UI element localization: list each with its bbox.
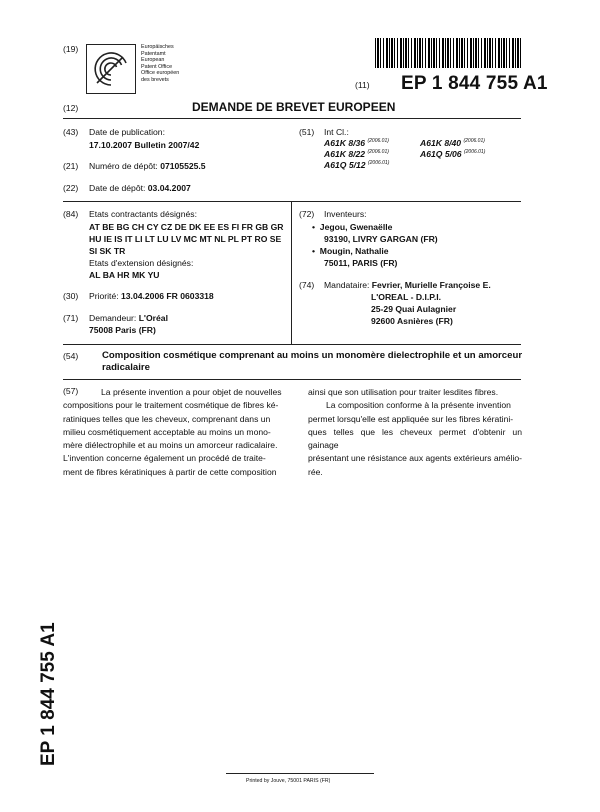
abstract-left-column	[63, 386, 290, 479]
barcode-icon	[375, 38, 521, 68]
abstract-line: permet lorsqu'elle est appliquée sur les fibres kératini-	[308, 413, 514, 424]
column-divider	[291, 201, 292, 344]
int-class-date: (2006.01)	[463, 149, 486, 156]
applicant-label: Demandeur:	[89, 313, 137, 323]
abstract-line: rée.	[308, 466, 323, 477]
publication-date-value: 17.10.2007 Bulletin 2007/42	[89, 140, 200, 150]
extension-states: AL BA HR MK YU	[89, 270, 160, 280]
int-class-date: (2006.01)	[367, 160, 390, 167]
publication-date-label: Date de publication:	[89, 127, 165, 137]
applicant	[89, 313, 168, 323]
field-number-22: (22)	[63, 183, 79, 193]
applicant-address: 75008 Paris (FR)	[89, 325, 156, 335]
extension-states-label: Etats d'extension désignés:	[89, 258, 194, 268]
int-class	[324, 149, 389, 159]
field-number-30: (30)	[63, 291, 79, 301]
inventor-address: 75011, PARIS (FR)	[324, 258, 398, 268]
abstract-line: ainsi que son utilisation pour traiter lesdites fibres.	[308, 387, 499, 397]
office-line: des brevets	[141, 76, 169, 83]
filing-date	[89, 183, 191, 193]
designated-states-line: AT BE BG CH CY CZ DE DK EE ES FI FR GB GR	[89, 222, 284, 232]
abstract-line: ratiniques telles que les cheveux, comprenant dans un	[63, 413, 271, 424]
field-number-12: (12)	[63, 103, 79, 113]
designated-states-line: SI SK TR	[89, 246, 126, 256]
abstract-line: ment de fibres kératiniques à partir de cette composition	[63, 466, 277, 477]
int-class-code: A61Q 5/12	[324, 160, 366, 170]
int-class	[420, 138, 485, 148]
field-number-51: (51)	[299, 127, 315, 137]
filing-date-label: Date de dépôt:	[89, 183, 146, 193]
filing-date-value: 03.04.2007	[147, 183, 191, 193]
designated-states-label: Etats contractants désignés:	[89, 209, 197, 219]
inventor-name-text: Jegou, Gwenaëlle	[319, 222, 393, 232]
document-title: DEMANDE DE BREVET EUROPEEN	[192, 100, 396, 114]
bullet-icon: •	[312, 246, 316, 256]
abstract-line: ques telles que les cheveux permet d'obtenir un gainage	[308, 426, 522, 451]
priority-value: 13.04.2006 FR 0603318	[121, 291, 214, 301]
int-class-date: (2006.01)	[463, 138, 485, 145]
invention-title-line: radicalaire	[102, 362, 151, 373]
side-publication-number: EP 1 844 755 A1	[38, 622, 59, 766]
int-class-code: A61K 8/36	[324, 138, 366, 148]
invention-title-line: Composition cosmétique comprenant au moins un monomère dielectrophile et un amorceur	[102, 350, 523, 361]
representative	[324, 280, 491, 290]
inventors-label: Inventeurs:	[324, 209, 367, 219]
int-cl-label: Int Cl.:	[324, 127, 349, 137]
filing-number	[89, 161, 206, 171]
representative-address: L'OREAL - D.I.P.I.	[371, 292, 442, 302]
publication-number: EP 1 844 755 A1	[401, 73, 548, 94]
field-number-71: (71)	[63, 313, 79, 323]
abstract-right-column	[308, 386, 522, 479]
priority	[89, 291, 214, 301]
office-line: Patent Office	[141, 63, 173, 70]
printer-note: Printed by Jouve, 75001 PARIS (FR)	[246, 778, 331, 784]
bullet-icon: •	[312, 222, 316, 232]
field-number-84: (84)	[63, 209, 79, 219]
inventor-name	[312, 246, 389, 256]
field-number-19: (19)	[63, 44, 79, 54]
int-class	[420, 149, 485, 159]
divider	[63, 201, 521, 202]
field-number-11: (11)	[355, 80, 370, 90]
abstract-line: milieu cosmétiquement acceptable au moins un mono-	[63, 426, 271, 437]
abstract-line: présentant une résistance aux agents extérieurs amélio-	[308, 453, 523, 464]
int-class-date: (2006.01)	[367, 138, 389, 145]
filing-number-label: Numéro de dépôt:	[89, 161, 158, 171]
office-line: Patentamt	[141, 50, 166, 57]
divider	[63, 379, 521, 380]
applicant-name: L'Oréal	[138, 313, 168, 323]
int-class-code: A61Q 5/06	[420, 149, 462, 159]
footer-divider	[226, 773, 374, 774]
inventor-name-text: Mougin, Nathalie	[319, 246, 389, 256]
office-line: Europäisches	[141, 44, 174, 50]
int-class	[324, 160, 389, 170]
inventor-address: 93190, LIVRY GARGAN (FR)	[324, 234, 438, 244]
abstract-line: compositions pour le traitement cosmétique de fibres ké-	[63, 400, 279, 411]
int-class	[324, 138, 389, 148]
inventor-name	[312, 222, 392, 232]
abstract-line: La présente invention a pour objet de nouvelles	[101, 387, 282, 397]
priority-label: Priorité:	[89, 291, 119, 301]
field-number-21: (21)	[63, 161, 79, 171]
abstract-line: mère diélectrophile et au moins un amorceur radicalaire.	[63, 440, 278, 451]
designated-states-line: HU IE IS IT LI LT LU LV MC MT NL PL PT RO SE	[89, 234, 282, 244]
field-number-72: (72)	[299, 209, 315, 219]
representative-address: 92600 Asnières (FR)	[371, 316, 453, 326]
filing-number-value: 07105525.5	[160, 161, 206, 171]
divider	[63, 118, 521, 119]
representative-name: Fevrier, Murielle Françoise E.	[371, 280, 491, 290]
int-class-code: A61K 8/40	[420, 138, 462, 148]
abstract-line: L'invention concerne également un procédé de traite-	[63, 453, 266, 464]
representative-label: Mandataire:	[324, 280, 370, 290]
epo-logo-icon	[86, 44, 136, 94]
divider	[63, 344, 521, 345]
field-number-54: (54)	[63, 351, 79, 361]
abstract-line: La composition conforme à la présente invention	[326, 400, 511, 411]
office-line: European	[141, 57, 165, 64]
int-class-date: (2006.01)	[367, 149, 389, 156]
field-number-43: (43)	[63, 127, 79, 137]
field-number-57: (57)	[63, 386, 79, 396]
representative-address: 25-29 Quai Aulagnier	[371, 304, 457, 314]
office-line: Office européen	[141, 70, 180, 77]
field-number-74: (74)	[299, 280, 315, 290]
office-name	[141, 44, 179, 84]
int-class-code: A61K 8/22	[324, 149, 366, 159]
